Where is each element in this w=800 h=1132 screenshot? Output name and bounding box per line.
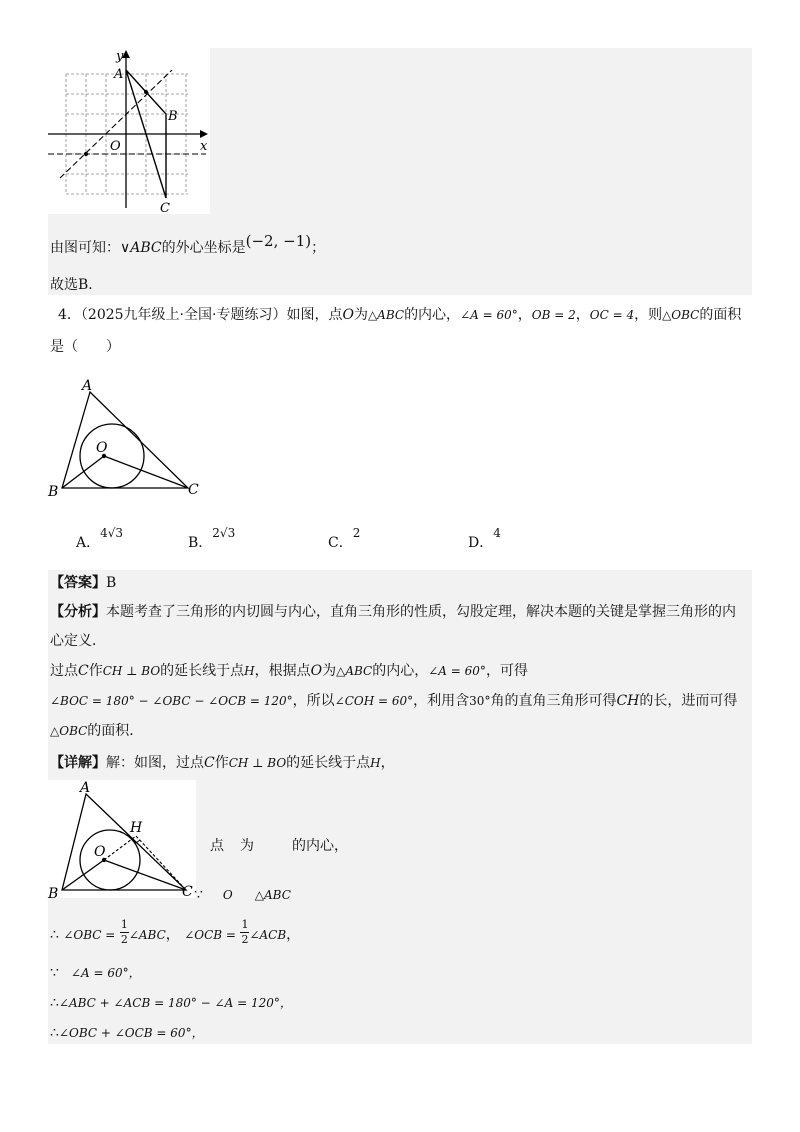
grid-label-a: A xyxy=(114,67,124,82)
math-o: O xyxy=(342,307,354,323)
math-angle-obc: ∠OBC = xyxy=(63,928,116,942)
analysis-tag: 【分析】 xyxy=(50,604,106,620)
fraction-half xyxy=(120,918,129,947)
tri2-label-b: B xyxy=(48,886,59,902)
therefore-symbol: ∴ xyxy=(50,927,59,943)
detail-tag: 【详解】 xyxy=(50,755,106,771)
step-2 xyxy=(50,964,141,982)
option-a-value: 4√3 xyxy=(100,526,124,540)
choose-b-line: 故选B． xyxy=(50,277,103,293)
text-seg: ，利用含 xyxy=(413,693,470,709)
text-seg: 本题考查了三角形的内切圆与内心，直角三角形的性质，勾股定理，解决本题的关键是掌握三角形的内 xyxy=(106,604,736,620)
incenter-text-top xyxy=(210,837,348,855)
math-ob: OB = 2 xyxy=(531,308,576,322)
text-seg: ， xyxy=(380,755,395,771)
text-seg: ， xyxy=(517,307,532,323)
grid-label-y: y xyxy=(116,49,124,64)
tri2-label-o: O xyxy=(94,844,106,860)
grid-label-b: B xyxy=(168,109,178,124)
tri1-label-b: B xyxy=(48,484,59,500)
option-c-value: 2 xyxy=(352,526,361,540)
text-seg: 过点 xyxy=(50,663,78,679)
text-seg: 作 xyxy=(214,755,229,771)
question-source: （2025九年级上·全国·专题练习） xyxy=(80,307,287,323)
math-triangle-abc: △ABC xyxy=(336,664,373,678)
text-seg: 的面积． xyxy=(87,723,144,739)
math-oc: OC = 4 xyxy=(589,308,635,322)
text-seg: 的延长线于点 xyxy=(160,663,245,679)
option-d-value: 4 xyxy=(493,526,501,540)
text-seg: 如图，点 xyxy=(286,307,343,323)
text-seg: ， xyxy=(575,307,590,323)
incircle-figure-with-h xyxy=(48,780,198,902)
question-line-1 xyxy=(58,306,741,324)
grid-label-o: O xyxy=(110,139,121,154)
math-angle-abc: ∠ABC xyxy=(128,928,166,942)
math-ch-perp: CH ⊥ BO xyxy=(228,756,287,770)
tri1-label-o: O xyxy=(96,440,108,456)
text-seg: ，所以 xyxy=(292,693,335,709)
text-seg: 的延长线于点 xyxy=(286,755,371,771)
analysis-line-2: 心定义． xyxy=(50,633,106,649)
text-seg: ，可得 xyxy=(485,663,528,679)
text-seg: ，根据点 xyxy=(254,663,311,679)
text-seg: ； xyxy=(311,240,326,256)
incenter-text-bottom xyxy=(194,886,291,904)
fraction-denominator: 2 xyxy=(241,933,249,946)
coordinate-grid-figure xyxy=(48,48,210,214)
text-seg: ， xyxy=(165,927,180,943)
math-c: C xyxy=(78,663,89,679)
math-triangle-obc: △OBC xyxy=(662,308,700,322)
question-number: 4． xyxy=(58,307,81,323)
fraction-numerator: 1 xyxy=(120,918,128,931)
math-triangle-obc: △OBC xyxy=(50,724,88,738)
math-angle-a: ∠A = 60° xyxy=(460,308,518,322)
math-h: H xyxy=(244,664,255,678)
math-angle-sum: ∠ABC + ∠ACB = 180° − ∠A = 120°， xyxy=(58,996,292,1010)
step-1 xyxy=(50,918,300,952)
therefore-symbol: ∴ xyxy=(50,1025,59,1041)
analysis-line-3 xyxy=(50,662,528,680)
text-seg: 由图可知： xyxy=(50,240,120,256)
tri1-label-c: C xyxy=(188,482,199,498)
circumcenter-line xyxy=(50,232,326,257)
answer-tag: 【答案】 xyxy=(50,575,106,591)
fraction-denominator: 2 xyxy=(120,933,128,946)
text-seg: 的内心， xyxy=(372,663,429,679)
math-h: H xyxy=(370,756,381,770)
math-angle-ocb: ∠OCB = xyxy=(184,928,236,942)
text-seg: 作 xyxy=(88,663,103,679)
math-angle-a: ∠A = 60° xyxy=(428,664,486,678)
math-triangle-abc: △ABC xyxy=(254,888,291,902)
analysis-line-5 xyxy=(50,722,143,740)
option-d[interactable] xyxy=(468,524,501,551)
because-symbol: ∵ xyxy=(50,965,59,981)
analysis-line-1 xyxy=(50,603,736,621)
math-ch-perp: CH ⊥ BO xyxy=(102,664,161,678)
math-triangle-abc: △ABC xyxy=(367,308,405,322)
answer-line xyxy=(50,574,116,592)
text-seg: 为 xyxy=(353,307,368,323)
detail-intro xyxy=(50,754,395,772)
option-d-label: D． xyxy=(468,535,494,551)
option-a-label: A． xyxy=(76,535,101,551)
math-angle-acb: ∠ACB xyxy=(249,928,287,942)
grid-label-x: x xyxy=(200,139,208,154)
option-a[interactable] xyxy=(76,524,124,551)
tri2-label-a: A xyxy=(80,780,91,796)
option-b-value: 2√3 xyxy=(212,526,236,540)
step-4 xyxy=(50,1024,204,1042)
tri2-label-h: H xyxy=(130,820,143,836)
text-seg: 解：如图，过点 xyxy=(106,755,204,771)
text-seg: 的面积 xyxy=(699,307,742,323)
tri2-label-c: C xyxy=(182,884,193,900)
text-seg: 角的直角三角形可得 xyxy=(490,693,617,709)
answer-value: B xyxy=(106,575,117,591)
question-line-2: 是（ ） xyxy=(50,339,120,355)
text-seg: 的内心， xyxy=(292,838,348,854)
math-triangle: ∨ABC xyxy=(120,240,162,256)
option-c-label: C． xyxy=(328,535,353,551)
step-3 xyxy=(50,994,292,1012)
option-b[interactable] xyxy=(188,524,236,551)
therefore-symbol: ∴ xyxy=(50,995,59,1011)
analysis-line-4 xyxy=(50,692,737,710)
math-o: O xyxy=(310,663,323,679)
fraction-numerator: 1 xyxy=(241,918,249,931)
text-seg: 为 xyxy=(240,838,254,854)
math-c: C xyxy=(204,755,215,771)
because-symbol: ∵ xyxy=(194,887,203,903)
math-coordinate: (−2, −1) xyxy=(245,232,312,250)
math-ch: CH xyxy=(616,693,640,709)
text-seg: 的长，进而可得 xyxy=(639,693,738,709)
math-angle-a: ∠A = 60°， xyxy=(70,966,141,980)
text-seg: 的内心， xyxy=(404,307,461,323)
text-seg: 为 xyxy=(322,663,337,679)
text-seg: ， xyxy=(286,927,301,943)
incircle-figure xyxy=(48,372,208,502)
math-angle-boc: ∠BOC = 180° − ∠OBC − ∠OCB = 120° xyxy=(50,694,293,708)
math-angle-sum-half: ∠OBC + ∠OCB = 60°， xyxy=(58,1026,204,1040)
option-b-label: B． xyxy=(188,535,213,551)
tri1-label-a: A xyxy=(82,378,93,394)
math-30deg: 30° xyxy=(469,694,491,708)
text-seg: 点 xyxy=(210,838,224,854)
text-seg: 的外心坐标是 xyxy=(161,240,246,256)
option-c[interactable] xyxy=(328,524,361,551)
text-seg: ，则 xyxy=(634,307,663,323)
math-angle-coh: ∠COH = 60° xyxy=(334,694,414,708)
grid-label-c: C xyxy=(160,201,170,216)
math-o: O xyxy=(222,888,233,902)
